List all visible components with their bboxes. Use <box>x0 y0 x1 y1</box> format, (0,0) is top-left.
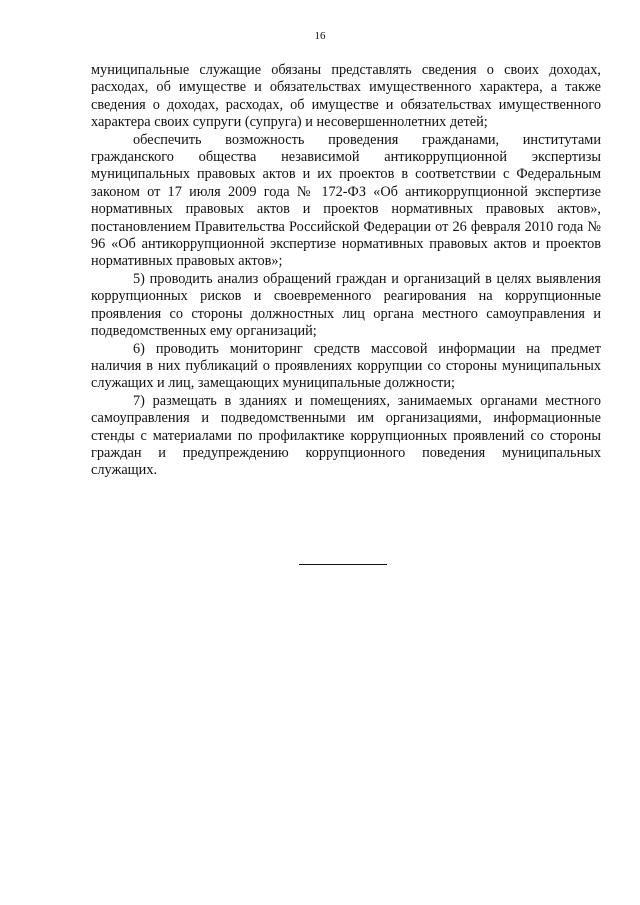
document-body <box>91 62 601 480</box>
end-of-document-rule <box>299 564 387 565</box>
paragraph-item-6: 6) проводить мониторинг средств массовой информации на предмет наличия в них публикаций о проявлениях коррупции со стороны муниципальных служащих и лиц, замещающих муниципальные должности; <box>91 340 601 392</box>
paragraph-continuation: муниципальные служащие обязаны представлять сведения о своих доходах, расходах, об имуществе и обязательствах имущественного характера, а также сведения о доходах, расходах, об имуществе и обязательствах имущественного характера своих супруги (супруга) и несовершеннолетних детей; <box>91 62 601 131</box>
page-number: 16 <box>314 30 326 42</box>
paragraph-independent-expertise: обеспечить возможность проведения гражданами, институтами гражданского общества независимой антикоррупционной экспертизы муниципальных правовых актов и их проектов в соответствии с Федеральным законом от 17 июля 2009 года № 172-ФЗ «Об антикоррупционной экспертизе нормативных правовых актов и проектов нормативных правовых актов», постановлением Правительства Российской Федерации от 26 февраля 2010 года № 96 «Об антикоррупционной экспертизе нормативных правовых актов и проектов нормативных правовых актов»; <box>91 131 601 270</box>
paragraph-item-5: 5) проводить анализ обращений граждан и организаций в целях выявления коррупционных рисков и своевременного реагирования на коррупционные проявления со стороны должностных лиц органа местного самоуправления и подведомственных ему организаций; <box>91 270 601 340</box>
paragraph-item-7: 7) размещать в зданиях и помещениях, занимаемых органами местного самоуправления и подведомственными им организациями, информационные стенды с материалами по профилактике коррупционных проявлений со стороны граждан и предупреждению коррупционного поведения муниципальных служащих. <box>91 392 601 479</box>
